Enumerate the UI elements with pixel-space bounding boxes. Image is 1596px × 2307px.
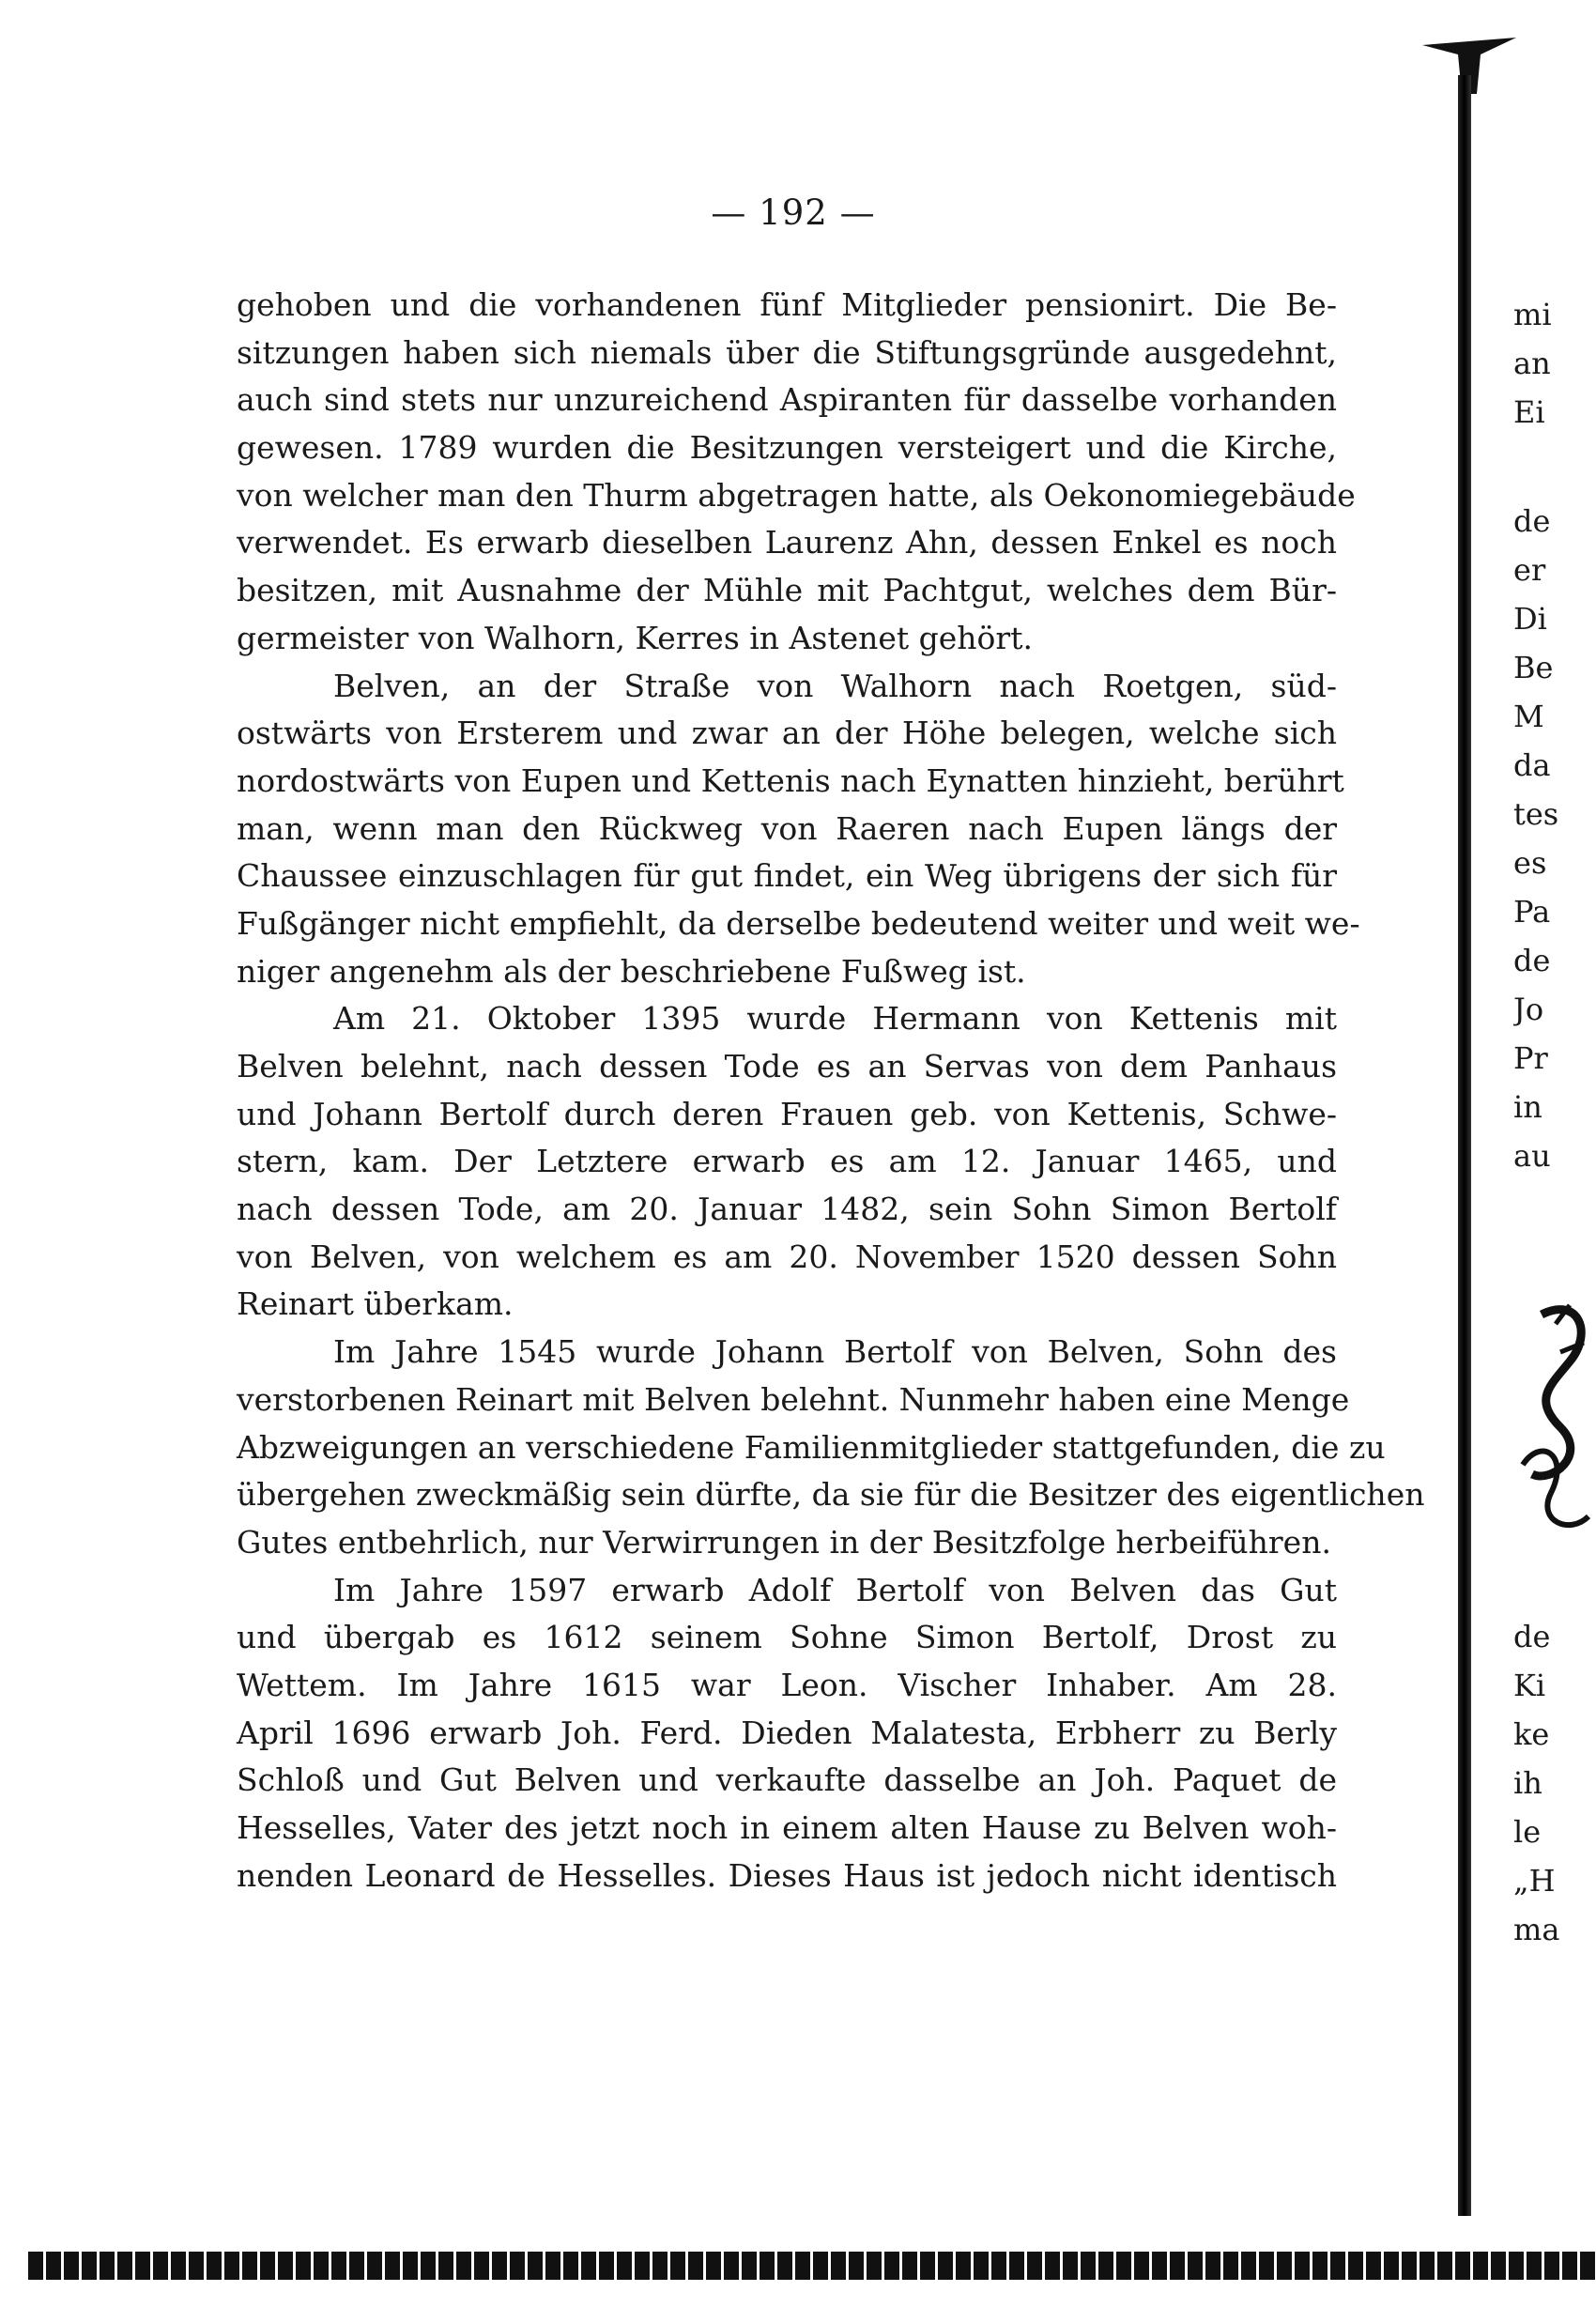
neighbor-fragment: da	[1513, 747, 1551, 783]
spine-bar	[1458, 75, 1471, 2216]
neighbor-fragment: au	[1513, 1138, 1551, 1174]
text-line: nach dessen Tode, am 20. Januar 1482, sein Sohn Simon Bertolf	[237, 1191, 1337, 1228]
paragraph	[237, 1567, 1337, 1900]
neighbor-fragment: mi	[1513, 297, 1552, 332]
text-line: Belven, an der Straße von Walhorn nach Roetgen, süd-	[333, 667, 1337, 704]
neighbor-fragment: in	[1513, 1089, 1542, 1125]
neighbor-fragment: Be	[1513, 650, 1554, 685]
neighbor-page	[1513, 0, 1596, 2307]
text-line: auch sind stets nur unzureichend Aspiranten für dasselbe vorhanden	[237, 381, 1337, 419]
text-line: April 1696 erwarb Joh. Ferd. Dieden Malatesta, Erbherr zu Berly	[237, 1714, 1337, 1751]
neighbor-fragment: es	[1513, 845, 1547, 881]
text-line: und Johann Bertolf durch deren Frauen geb. von Kettenis, Schwe-	[237, 1095, 1337, 1132]
text-line: Schloß und Gut Belven und verkaufte dasselbe an Joh. Paquet de	[237, 1761, 1337, 1799]
body-text	[237, 282, 1425, 1899]
text-line: ostwärts von Ersterem und zwar an der Höhe belegen, welche sich	[237, 715, 1337, 752]
paragraph	[237, 663, 1360, 996]
paragraph	[237, 1329, 1425, 1566]
neighbor-fragment: an	[1513, 346, 1551, 381]
text-line: Im Jahre 1545 wurde Johann Bertolf von Belven, Sohn des	[333, 1333, 1337, 1371]
text-line: Hesselles, Vater des jetzt noch in einem alten Hause zu Belven woh-	[237, 1809, 1337, 1846]
neighbor-fragment: er	[1513, 552, 1546, 588]
text-line: verwendet. Es erwarb dieselben Laurenz Ahn, dessen Enkel es noch	[237, 524, 1337, 561]
text-line: besitzen, mit Ausnahme der Mühle mit Pachtgut, welches dem Bür-	[237, 572, 1337, 609]
neighbor-fragment: Ki	[1513, 1668, 1546, 1703]
decorative-initial-ornament	[1513, 1296, 1596, 1549]
text-line: gewesen. 1789 wurden die Besitzungen versteigert und die Kirche,	[237, 429, 1337, 467]
neighbor-fragment: Pr	[1513, 1040, 1548, 1076]
page-number: — 192 —	[711, 192, 876, 233]
paragraph	[237, 282, 1356, 663]
neighbor-fragment: Pa	[1513, 894, 1551, 930]
neighbor-fragment: de	[1513, 943, 1551, 978]
neighbor-fragment: „H	[1513, 1863, 1556, 1899]
neighbor-fragment: M	[1513, 699, 1544, 734]
text-line: Abzweigungen an verschiedene Familienmitglieder stattgefunden, die zu	[237, 1428, 1386, 1466]
neighbor-fragment: le	[1513, 1814, 1542, 1850]
text-line: verstorbenen Reinart mit Belven belehnt. Nunmehr haben eine Menge	[237, 1380, 1350, 1418]
text-line: gehoben und die vorhandenen fünf Mitglieder pensionirt. Die Be-	[237, 286, 1337, 323]
text-line: sitzungen haben sich niemals über die Stiftungsgründe ausgedehnt,	[237, 333, 1337, 371]
text-line: niger angenehm als der beschriebene Fußweg ist.	[237, 952, 1026, 990]
scan-edge-strip	[28, 2252, 1596, 2280]
text-line: Reinart überkam.	[237, 1285, 514, 1323]
neighbor-fragment: Ei	[1513, 394, 1545, 430]
text-line: Gutes entbehrlich, nur Verwirrungen in der Besitzfolge herbeiführen.	[237, 1523, 1331, 1561]
text-line: nordostwärts von Eupen und Kettenis nach Eynatten hinzieht, berührt	[237, 761, 1344, 799]
text-line: Belven belehnt, nach dessen Tode es an Servas von dem Panhaus	[237, 1048, 1337, 1084]
text-line: man, wenn man den Rückweg von Raeren nach Eupen längs der	[237, 809, 1337, 847]
neighbor-fragment: ih	[1513, 1765, 1542, 1801]
text-line: und übergab es 1612 seinem Sohne Simon Bertolf, Drost zu	[237, 1619, 1337, 1656]
text-line: Chaussee einzuschlagen für gut findet, ein Weg übrigens der sich für	[237, 857, 1337, 895]
text-line: Im Jahre 1597 erwarb Adolf Bertolf von Belven das Gut	[333, 1571, 1337, 1608]
paragraph	[237, 995, 1337, 1329]
text-line: von welcher man den Thurm abgetragen hatte, als Oekonomiegebäude	[237, 476, 1356, 514]
text-line: nenden Leonard de Hesselles. Dieses Haus ist jedoch nicht identisch	[237, 1856, 1337, 1894]
neighbor-fragment: ke	[1513, 1716, 1550, 1752]
book-spine	[1441, 38, 1507, 2225]
text-line: Fußgänger nicht empfiehlt, da derselbe bedeutend weiter und weit we-	[237, 904, 1360, 942]
neighbor-fragment: de	[1513, 1619, 1551, 1654]
text-line: Am 21. Oktober 1395 wurde Hermann von Kettenis mit	[333, 1000, 1337, 1038]
neighbor-fragment: tes	[1513, 796, 1559, 832]
text-line: stern, kam. Der Letztere erwarb es am 12. Januar 1465, und	[237, 1143, 1337, 1180]
text-line: übergehen zweckmäßig sein dürfte, da sie für die Besitzer des eigentlichen	[237, 1476, 1425, 1514]
text-line: germeister von Walhorn, Kerres in Astenet gehört.	[237, 619, 1033, 656]
text-line: von Belven, von welchem es am 20. November 1520 dessen Sohn	[237, 1238, 1337, 1275]
text-line: Wettem. Im Jahre 1615 war Leon. Vischer Inhaber. Am 28.	[237, 1666, 1337, 1703]
neighbor-fragment: ma	[1513, 1912, 1560, 1947]
neighbor-fragment: Jo	[1513, 992, 1544, 1027]
neighbor-fragment: de	[1513, 503, 1551, 539]
neighbor-fragment: Di	[1513, 601, 1547, 637]
